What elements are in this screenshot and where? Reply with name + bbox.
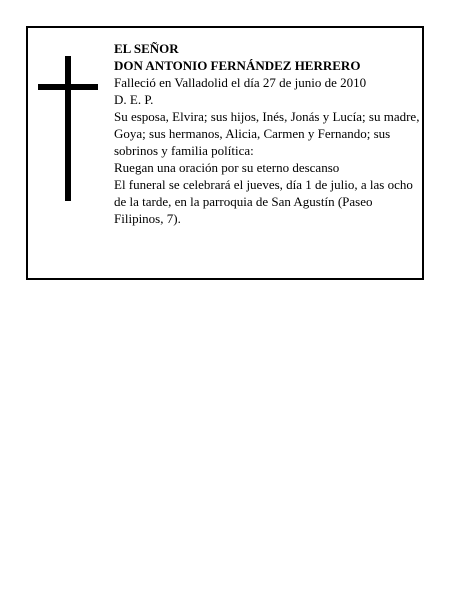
dep-line: D. E. P.	[114, 92, 154, 107]
funeral-line: El funeral se celebrará el jueves, día 1 de julio, a las ocho de la tarde, en la parroquia de San Agustín (Paseo Filipinos, 7).	[114, 177, 413, 226]
title-line-1: EL SEÑOR	[114, 41, 179, 56]
family-line: Su esposa, Elvira; sus hijos, Inés, Jonás y Lucía; su madre, Goya; sus hermanos, Alicia, Carmen y Fernando; sus sobrinos y familia política:	[114, 109, 420, 158]
cross-vertical-bar	[65, 56, 71, 201]
prayer-line: Ruegan una oración por su eterno descanso	[114, 160, 340, 175]
obituary-notice	[26, 26, 424, 280]
notice-text	[114, 40, 420, 227]
deceased-name: DON ANTONIO FERNÁNDEZ HERRERO	[114, 58, 361, 73]
cross-icon	[38, 56, 98, 201]
death-line: Falleció en Valladolid el día 27 de junio de 2010	[114, 75, 367, 90]
cross-horizontal-bar	[38, 84, 98, 90]
